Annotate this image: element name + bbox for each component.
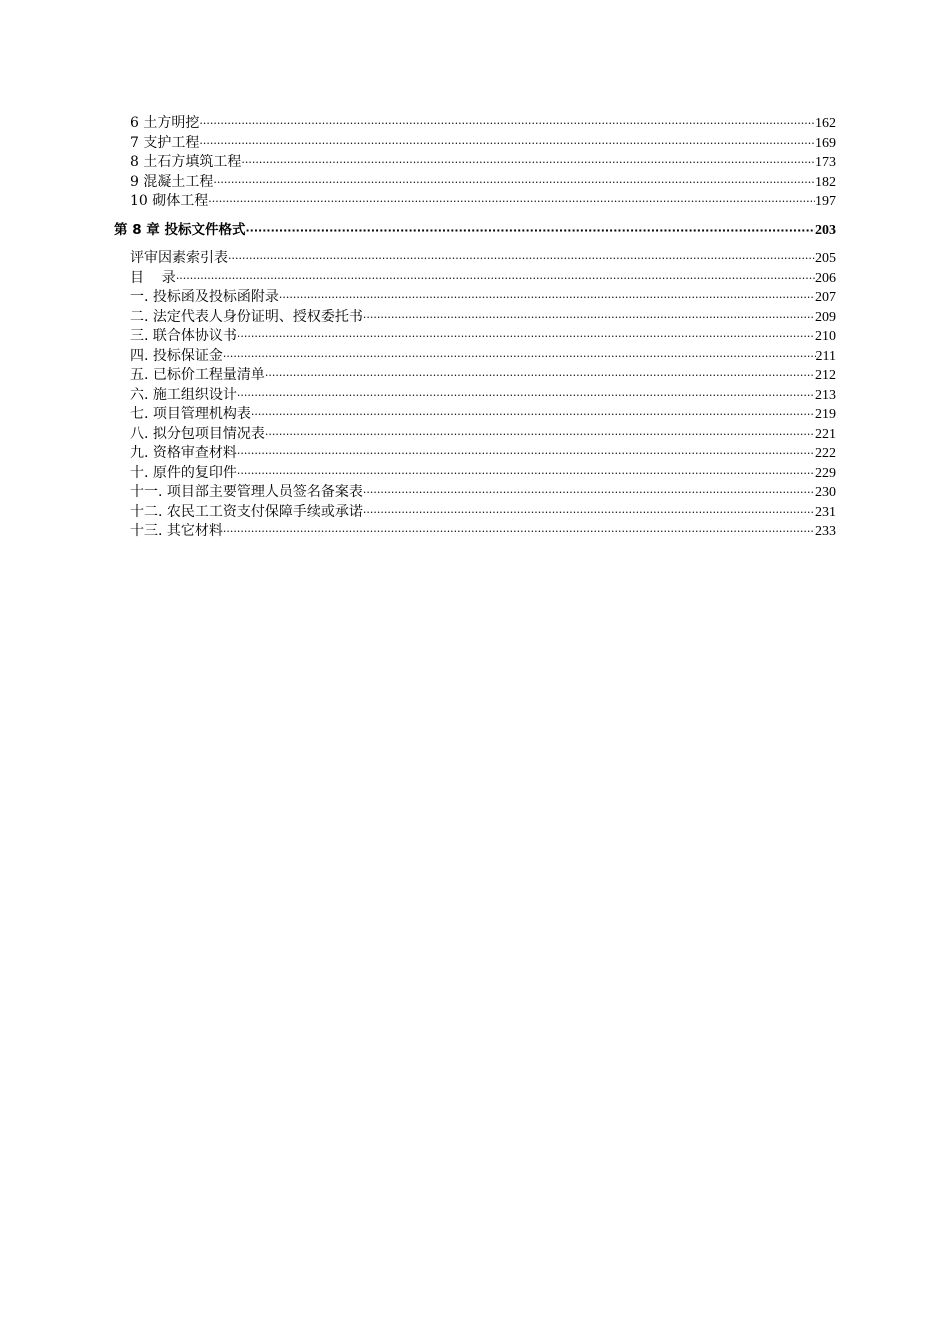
toc-entry-page: 162 — [815, 116, 836, 131]
toc-entry-title: 评审因素索引表 — [130, 250, 228, 266]
dot-leader — [223, 347, 816, 367]
toc-entry[interactable] — [114, 288, 836, 308]
toc-entry-title: 6 土方明挖 — [130, 115, 200, 131]
toc-entry-page: 182 — [815, 174, 836, 190]
toc-entry-page: 229 — [815, 465, 836, 481]
dot-leader — [237, 386, 815, 406]
dot-leader — [208, 192, 815, 212]
toc-entry-page: 230 — [815, 485, 836, 500]
toc-entry[interactable] — [114, 503, 836, 523]
toc-entry-page: 213 — [815, 387, 836, 403]
toc-entry-title: 十. 原件的复印件 — [130, 464, 237, 481]
toc-entry-title: 八. 拟分包项目情况表 — [130, 425, 265, 442]
dot-leader — [228, 249, 815, 269]
toc-entry[interactable] — [114, 483, 836, 503]
toc-entry[interactable] — [114, 405, 836, 425]
toc-entry-page: 197 — [815, 194, 836, 209]
dot-leader — [176, 269, 815, 289]
toc-entry-title: 五. 已标价工程量清单 — [130, 367, 265, 383]
toc-entry-title: 二. 法定代表人身份证明、授权委托书 — [130, 308, 363, 325]
dot-leader — [251, 405, 815, 425]
toc-chapter-title: 第 8 章 投标文件格式 — [114, 221, 246, 238]
dot-leader — [199, 114, 815, 134]
toc-entry-page: 219 — [815, 407, 836, 422]
toc-entry-title: 目 录 — [130, 269, 176, 286]
toc-entry-page: 210 — [815, 329, 836, 344]
toc-entry[interactable] — [114, 366, 836, 386]
toc-entry[interactable] — [114, 425, 836, 445]
toc-entry[interactable] — [114, 114, 836, 134]
toc-entry-page: 212 — [815, 368, 836, 383]
toc-entry-title: 9 混凝土工程 — [130, 173, 214, 190]
toc-entry[interactable] — [114, 464, 836, 484]
toc-entry[interactable] — [114, 386, 836, 406]
toc-entry[interactable] — [114, 308, 836, 328]
toc-entry-title: 十二. 农民工工资支付保障手续或承诺 — [130, 503, 363, 520]
toc-entry-page: 211 — [815, 348, 836, 364]
toc-entry-page: 209 — [815, 309, 836, 325]
toc-entry-page: 221 — [815, 426, 836, 442]
toc-chapter-page: 203 — [815, 222, 836, 238]
dot-leader — [237, 464, 815, 484]
toc-entry-page: 207 — [815, 290, 836, 305]
toc-chapter-entry[interactable] — [114, 221, 836, 241]
toc-entry-title: 7 支护工程 — [130, 134, 200, 151]
toc-entry[interactable] — [114, 327, 836, 347]
toc-entry[interactable] — [114, 249, 836, 269]
toc-entry-page: 233 — [815, 524, 836, 539]
dot-leader — [241, 153, 815, 173]
toc-entry-page: 205 — [815, 251, 836, 266]
dot-leader — [363, 503, 815, 523]
dot-leader — [223, 522, 815, 542]
toc-entry-title: 10 砌体工程 — [130, 193, 209, 209]
dot-leader — [246, 221, 816, 241]
toc-entry[interactable] — [114, 522, 836, 542]
toc-entry[interactable] — [114, 269, 836, 289]
toc-entry-title: 三. 联合体协议书 — [130, 328, 237, 344]
toc-entry-title: 七. 项目管理机构表 — [130, 406, 251, 422]
toc-entry-title: 十三. 其它材料 — [130, 523, 223, 539]
toc-entry-title: 一. 投标函及投标函附录 — [130, 289, 279, 305]
toc-entry[interactable] — [114, 153, 836, 173]
dot-leader — [363, 308, 815, 328]
toc-entry[interactable] — [114, 192, 836, 212]
dot-leader — [265, 425, 815, 445]
toc-entry[interactable] — [114, 444, 836, 464]
toc-entry-page: 222 — [815, 446, 836, 461]
dot-leader — [279, 288, 815, 308]
toc-entry-title: 十一. 项目部主要管理人员签名备案表 — [130, 484, 363, 500]
toc-entry-page: 231 — [815, 504, 836, 520]
toc-entry-page: 206 — [815, 270, 836, 286]
dot-leader — [213, 173, 815, 193]
toc-entry-title: 九. 资格审查材料 — [130, 445, 237, 461]
dot-leader — [237, 327, 815, 347]
dot-leader — [265, 366, 815, 386]
toc-entry-title: 六. 施工组织设计 — [130, 386, 237, 403]
toc-entry-page: 169 — [815, 135, 836, 151]
dot-leader — [237, 444, 815, 464]
dot-leader — [363, 483, 815, 503]
table-of-contents — [114, 114, 836, 542]
toc-entry[interactable] — [114, 347, 836, 367]
toc-entry-title: 四. 投标保证金 — [130, 347, 223, 364]
toc-entry[interactable] — [114, 134, 836, 154]
toc-entry-title: 8 土石方填筑工程 — [130, 154, 242, 170]
toc-entry-page: 173 — [815, 155, 836, 170]
dot-leader — [199, 134, 815, 154]
toc-entry[interactable] — [114, 173, 836, 193]
